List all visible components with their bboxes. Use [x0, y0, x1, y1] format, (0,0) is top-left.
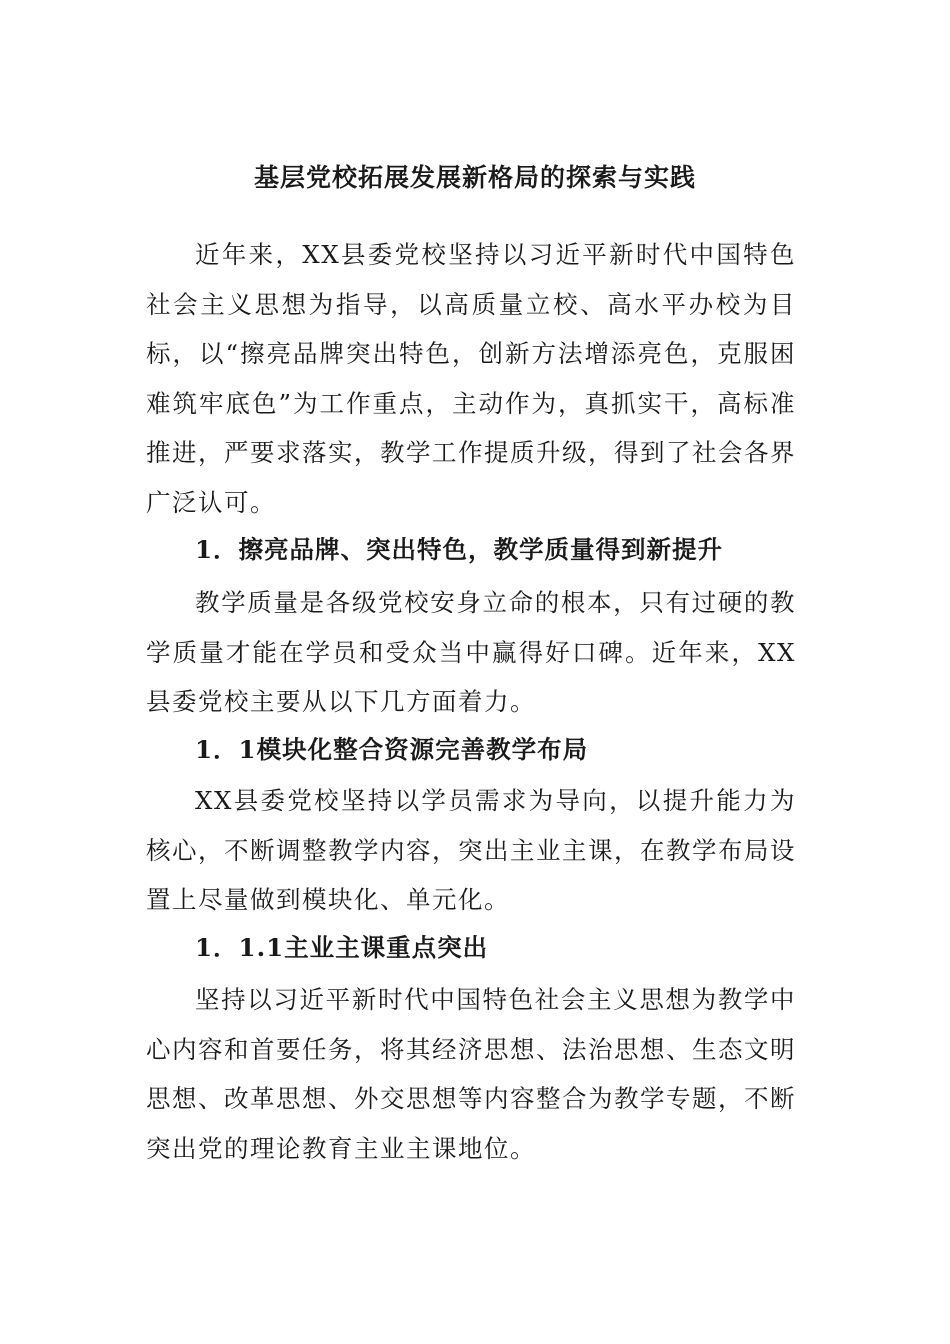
section-1-1-1-heading: 1．1.1主业主课重点突出 — [195, 933, 489, 962]
section-1-1-text: XX县委党校坚持以学员需求为导向，以提升能力为核心，不断调整教学内容，突出主业主课，在教学布局设置上尽量做到模块化、单元化。 — [146, 786, 796, 914]
section-1-text: 教学质量是各级党校安身立命的根本，只有过硬的教学质量才能在学员和受众当中赢得好口碑。近年来，XX县委党校主要从以下几方面着力。 — [146, 588, 796, 716]
section-1-heading: 1．擦亮品牌、突出特色，教学质量得到新提升 — [195, 535, 724, 564]
section-1-1-1-paragraph — [146, 975, 796, 1173]
section-1-1-paragraph — [146, 776, 796, 925]
section-1-paragraph — [146, 578, 796, 727]
section-1-1-heading: 1．1模块化整合资源完善教学布局 — [195, 735, 589, 764]
intro-text: 近年来，XX县委党校坚持以习近平新时代中国特色社会主义思想为指导，以高质量立校、高水平办校为目标，以“擦亮品牌突出特色，创新方法增添亮色，克服困难筑牢底色”为工作重点，主动作为，真抓实干，高标准推进，严要求落实，教学工作提质升级，得到了社会各界广泛认可。 — [146, 240, 796, 517]
section-1-1-1-text: 坚持以习近平新时代中国特色社会主义思想为教学中心内容和首要任务，将其经济思想、法治思想、生态文明思想、改革思想、外交思想等内容整合为教学专题，不断突出党的理论教育主业主课地位。 — [146, 985, 796, 1163]
document-title: 基层党校拓展发展新格局的探索与实践 — [253, 163, 696, 192]
intro-paragraph — [146, 230, 796, 527]
